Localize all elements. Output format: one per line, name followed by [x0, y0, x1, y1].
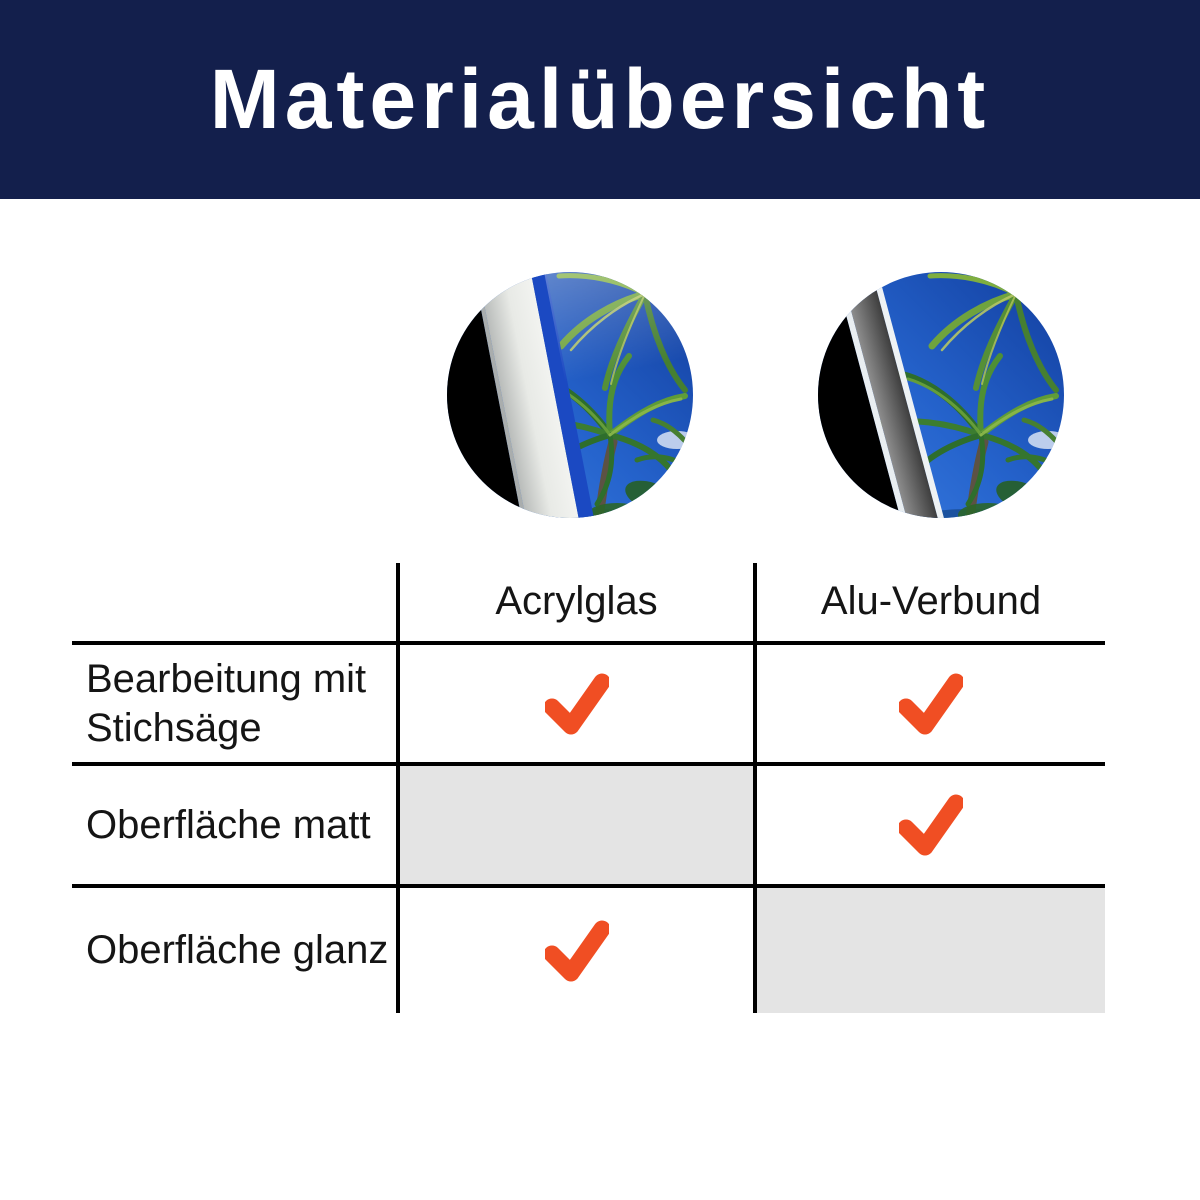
column-header-acrylglas: Acrylglas — [495, 578, 658, 623]
check-icon — [545, 920, 609, 982]
table-cell — [400, 766, 753, 884]
table-cell — [757, 645, 1105, 762]
table-cell — [757, 888, 1105, 1013]
acrylglas-edge-sample — [447, 272, 693, 518]
check-icon — [545, 673, 609, 735]
table-cell — [400, 888, 753, 1013]
table-cell — [400, 645, 753, 762]
row-label-stichsaege: Bearbeitung mit Stichsäge — [86, 656, 367, 750]
row-label-oberflaeche-matt: Oberfläche matt — [86, 802, 371, 847]
acrylglas-palm-photo-icon — [447, 272, 693, 518]
header-banner — [0, 0, 1200, 199]
alu-verbund-edge-sample — [818, 272, 1064, 518]
page-title: Materialübersicht — [209, 52, 991, 146]
check-icon — [899, 673, 963, 735]
column-header-alu-verbund: Alu-Verbund — [820, 578, 1042, 623]
alu-verbund-palm-photo-icon — [818, 272, 1064, 518]
table-cell — [757, 766, 1105, 884]
check-icon — [899, 794, 963, 856]
row-label-oberflaeche-glanz: Oberfläche glanz — [86, 928, 389, 973]
